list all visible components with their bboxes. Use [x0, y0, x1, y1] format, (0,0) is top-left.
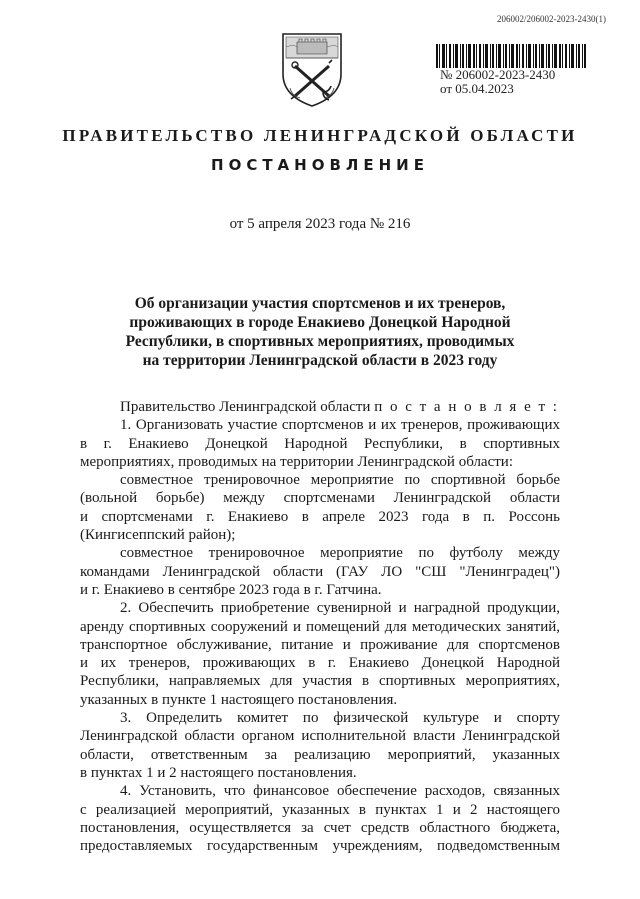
body-line: Ленинградской области органом исполнительной власти Ленинградской [80, 728, 560, 745]
body-line: указанных в пункте 1 настоящего постановления. [80, 691, 398, 708]
registration-stamp [436, 44, 586, 96]
body-line: в г. Енакиево Донецкой Народной Республики, в спортивных [80, 435, 560, 452]
government-title: ПРАВИТЕЛЬСТВО ЛЕНИНГРАДСКОЙ ОБЛАСТИ [62, 126, 578, 145]
registration-number: № 206002-2023-2430 [440, 67, 556, 82]
document-type: ПОСТАНОВЛЕНИЕ [211, 156, 429, 174]
subject-line: проживающих в городе Енакиево Донецкой Народной [129, 314, 511, 331]
body-line: командами Ленинградской области (ГАУ ЛО "СШ "Ленинградец") [80, 563, 560, 580]
subject-line: Республики, в спортивных мероприятиях, проводимых [125, 333, 515, 350]
body-line: совместное тренировочное мероприятие по спортивной борьбе [120, 472, 560, 489]
body-line: предоставляемых государственным учреждениям, подведомственным [80, 838, 560, 855]
subject-line: на территории Ленинградской области в 2023 году [142, 352, 498, 369]
body-line: 4. Установить, что финансовое обеспечение расходов, связанных [120, 783, 560, 800]
body-line: и их тренеров, проживающих в г. Енакиево Донецкой Народной [80, 655, 560, 672]
body-line: с реализацией мероприятий, указанных в пунктах 1 и 2 настоящего [80, 801, 560, 818]
body-line: 3. Определить комитет по физической культуре и спорту [120, 710, 560, 727]
document-reference: 206002/206002-2023-2430(1) [497, 14, 606, 24]
barcode-icon [436, 44, 586, 68]
body-line: совместное тренировочное мероприятие по футболу между [120, 545, 560, 562]
resolves-word: п о с т а н о в л я е т : [374, 399, 559, 415]
document-date-number: от 5 апреля 2023 года № 216 [229, 216, 411, 232]
preamble [80, 398, 560, 416]
body-line: и г. Енакиево в сентябре 2023 года в г. Гатчина. [80, 581, 382, 598]
coat-of-arms-icon [277, 30, 347, 108]
body-line: 1. Организовать участие спортсменов и их тренеров, проживающих [120, 417, 560, 434]
body-line: постановления, осуществляется за счет средств областного бюджета, [80, 819, 560, 836]
body-line: и спортсменами г. Енакиево в апреле 2023 года в п. Россонь [80, 508, 560, 525]
subject-line: Об организации участия спортсменов и их тренеров, [134, 295, 506, 312]
preamble-text: Правительство Ленинградской области [120, 399, 371, 415]
body-line: (Кингисеппский район); [80, 527, 236, 544]
body-line: в пунктах 1 и 2 настоящего постановления. [80, 764, 357, 781]
body-line: Республики, направляемых для участия в спортивных мероприятиях, [80, 673, 560, 690]
document-subject [100, 294, 540, 370]
body-line: мероприятиях, проводимых на территории Ленинградской области: [80, 453, 514, 470]
document-body [80, 398, 560, 855]
body-line: аренду спортивных сооружений и помещений для методических занятий, [80, 618, 560, 635]
body-line: области, ответственным за реализацию мероприятий, указанных [80, 746, 560, 763]
body-line: транспортное обслуживание, питание и проживание для спортсменов [80, 636, 560, 653]
registration-date: от 05.04.2023 [440, 81, 514, 96]
body-line: 2. Обеспечить приобретение сувенирной и наградной продукции, [120, 600, 560, 617]
body-line: (вольной борьбе) между спортсменами Ленинградской области [80, 490, 560, 507]
